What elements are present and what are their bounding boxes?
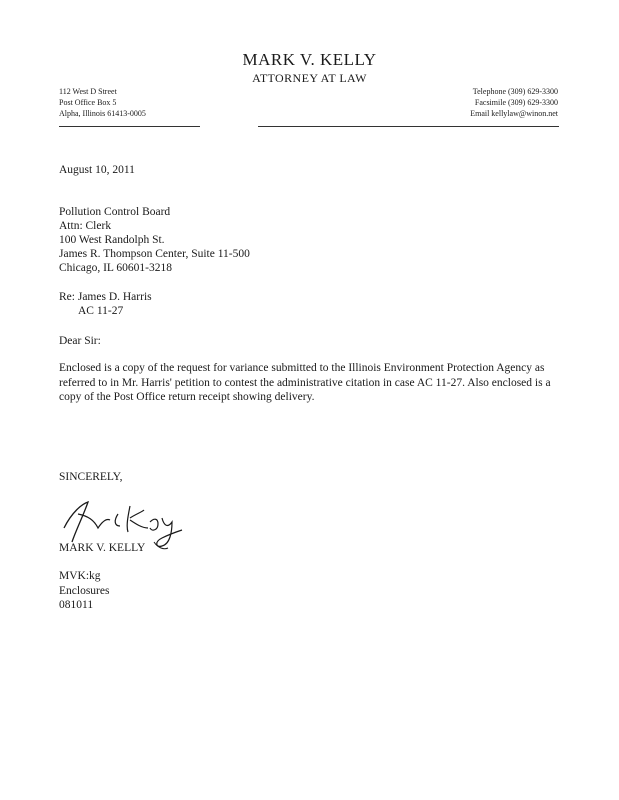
case-number: AC 11-27 xyxy=(78,305,124,317)
address-line: 112 West D Street xyxy=(59,87,117,96)
contact-facsimile: Facsimile (309) 629-3300 xyxy=(474,98,558,107)
letter-footer xyxy=(59,569,109,613)
initials-line: MVK:kg xyxy=(59,570,101,582)
letterhead-name: MARK V. KELLY xyxy=(242,50,377,69)
signer-name: MARK V. KELLY xyxy=(59,542,146,554)
letterhead-rule-left xyxy=(59,126,200,127)
recipient-line: 100 West Randolph St. xyxy=(59,234,165,246)
contact-telephone: Telephone (309) 629-3300 xyxy=(472,87,558,96)
recipient-line: Chicago, IL 60601-3218 xyxy=(59,262,172,274)
signature-stroke xyxy=(64,502,88,542)
subject-line: Re: James D. Harris xyxy=(59,291,152,303)
signature-stroke xyxy=(157,518,182,546)
closing: SINCERELY, xyxy=(59,471,123,483)
letterhead-rule-right xyxy=(258,126,559,127)
salutation: Dear Sir: xyxy=(59,335,101,347)
address-line: Post Office Box 5 xyxy=(59,98,117,107)
letterhead-contact xyxy=(470,86,558,119)
reference-code: 081011 xyxy=(59,599,94,611)
recipient-line: Attn: Clerk xyxy=(59,220,112,232)
signature-stroke xyxy=(154,542,168,549)
letter-date: August 10, 2011 xyxy=(59,164,135,176)
body-paragraph: Enclosed is a copy of the request for variance submitted to the Illinois Environment Protection Agency as referred to in Mr. Harris' petition to contest the administrative citation in case AC 11-27. Also enclosed is a copy of the Post Office return receipt showing delivery. xyxy=(59,362,551,403)
enclosures-line: Enclosures xyxy=(59,584,110,597)
recipient-address xyxy=(59,205,250,275)
address-line: Alpha, Illinois 61413-0005 xyxy=(59,109,146,118)
signature-stroke xyxy=(115,514,120,526)
signature-stroke xyxy=(127,506,148,532)
letterhead-title: ATTORNEY AT LAW xyxy=(252,71,367,85)
recipient-line: James R. Thompson Center, Suite 11-500 xyxy=(59,248,250,260)
letterhead-address xyxy=(59,86,146,119)
recipient-line: Pollution Control Board xyxy=(59,206,171,218)
contact-email: Email kellylaw@winon.net xyxy=(470,109,558,118)
signature-stroke xyxy=(150,519,158,530)
